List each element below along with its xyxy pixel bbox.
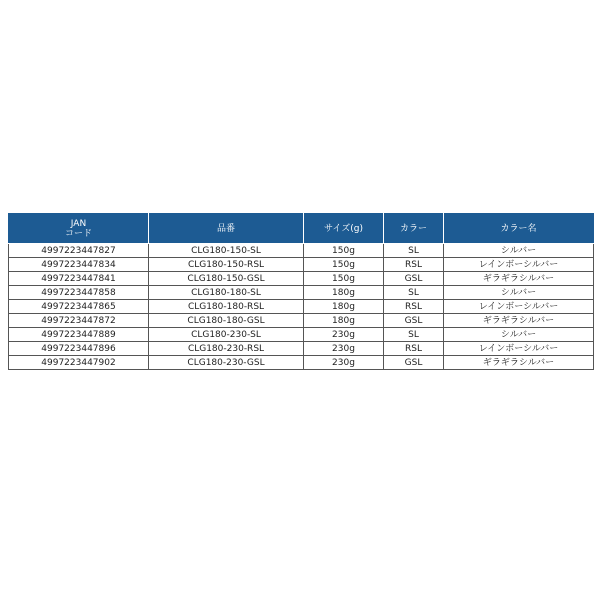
cell-jan-code: 4997223447889 bbox=[9, 328, 149, 342]
header-size: サイズ(g) bbox=[304, 214, 384, 244]
cell-product-number: CLG180-230-SL bbox=[149, 328, 304, 342]
cell-color: RSL bbox=[384, 300, 444, 314]
cell-size: 230g bbox=[304, 342, 384, 356]
cell-size: 230g bbox=[304, 356, 384, 370]
cell-product-number: CLG180-180-SL bbox=[149, 286, 304, 300]
cell-jan-code: 4997223447827 bbox=[9, 244, 149, 258]
table-body bbox=[9, 244, 594, 370]
cell-jan-code: 4997223447865 bbox=[9, 300, 149, 314]
header-color: カラー bbox=[384, 214, 444, 244]
table-row bbox=[9, 356, 594, 370]
table-row bbox=[9, 300, 594, 314]
cell-size: 150g bbox=[304, 272, 384, 286]
cell-jan-code: 4997223447834 bbox=[9, 258, 149, 272]
cell-product-number: CLG180-180-GSL bbox=[149, 314, 304, 328]
table-header-row bbox=[9, 214, 594, 244]
table-row bbox=[9, 258, 594, 272]
cell-color-name: シルバー bbox=[444, 328, 594, 342]
cell-jan-code: 4997223447902 bbox=[9, 356, 149, 370]
cell-product-number: CLG180-150-GSL bbox=[149, 272, 304, 286]
cell-color-name: ギラギラシルバー bbox=[444, 356, 594, 370]
cell-color-name: シルバー bbox=[444, 244, 594, 258]
table-row bbox=[9, 328, 594, 342]
table-row bbox=[9, 342, 594, 356]
cell-color-name: レインボーシルバー bbox=[444, 342, 594, 356]
cell-color-name: ギラギラシルバー bbox=[444, 314, 594, 328]
cell-product-number: CLG180-150-RSL bbox=[149, 258, 304, 272]
header-jan-code bbox=[9, 214, 149, 244]
cell-color: SL bbox=[384, 286, 444, 300]
cell-jan-code: 4997223447872 bbox=[9, 314, 149, 328]
cell-jan-code: 4997223447841 bbox=[9, 272, 149, 286]
cell-jan-code: 4997223447896 bbox=[9, 342, 149, 356]
cell-size: 230g bbox=[304, 328, 384, 342]
cell-color-name: ギラギラシルバー bbox=[444, 272, 594, 286]
header-jan-line1: JAN bbox=[70, 218, 87, 229]
cell-color-name: レインボーシルバー bbox=[444, 300, 594, 314]
cell-product-number: CLG180-230-RSL bbox=[149, 342, 304, 356]
cell-jan-code: 4997223447858 bbox=[9, 286, 149, 300]
cell-product-number: CLG180-230-GSL bbox=[149, 356, 304, 370]
cell-product-number: CLG180-150-SL bbox=[149, 244, 304, 258]
header-jan-line2: コード bbox=[64, 228, 92, 239]
header-product-number: 品番 bbox=[149, 214, 304, 244]
cell-size: 150g bbox=[304, 244, 384, 258]
cell-size: 180g bbox=[304, 314, 384, 328]
cell-color: SL bbox=[384, 244, 444, 258]
cell-color: SL bbox=[384, 328, 444, 342]
cell-size: 180g bbox=[304, 300, 384, 314]
table-row bbox=[9, 272, 594, 286]
cell-color-name: シルバー bbox=[444, 286, 594, 300]
cell-size: 180g bbox=[304, 286, 384, 300]
header-color-name: カラー名 bbox=[444, 214, 594, 244]
cell-size: 150g bbox=[304, 258, 384, 272]
cell-product-number: CLG180-180-RSL bbox=[149, 300, 304, 314]
cell-color: GSL bbox=[384, 356, 444, 370]
product-spec-table bbox=[8, 213, 594, 370]
cell-color: RSL bbox=[384, 342, 444, 356]
cell-color-name: レインボーシルバー bbox=[444, 258, 594, 272]
cell-color: GSL bbox=[384, 272, 444, 286]
table-row bbox=[9, 314, 594, 328]
cell-color: RSL bbox=[384, 258, 444, 272]
table-row bbox=[9, 286, 594, 300]
table-row bbox=[9, 244, 594, 258]
cell-color: GSL bbox=[384, 314, 444, 328]
